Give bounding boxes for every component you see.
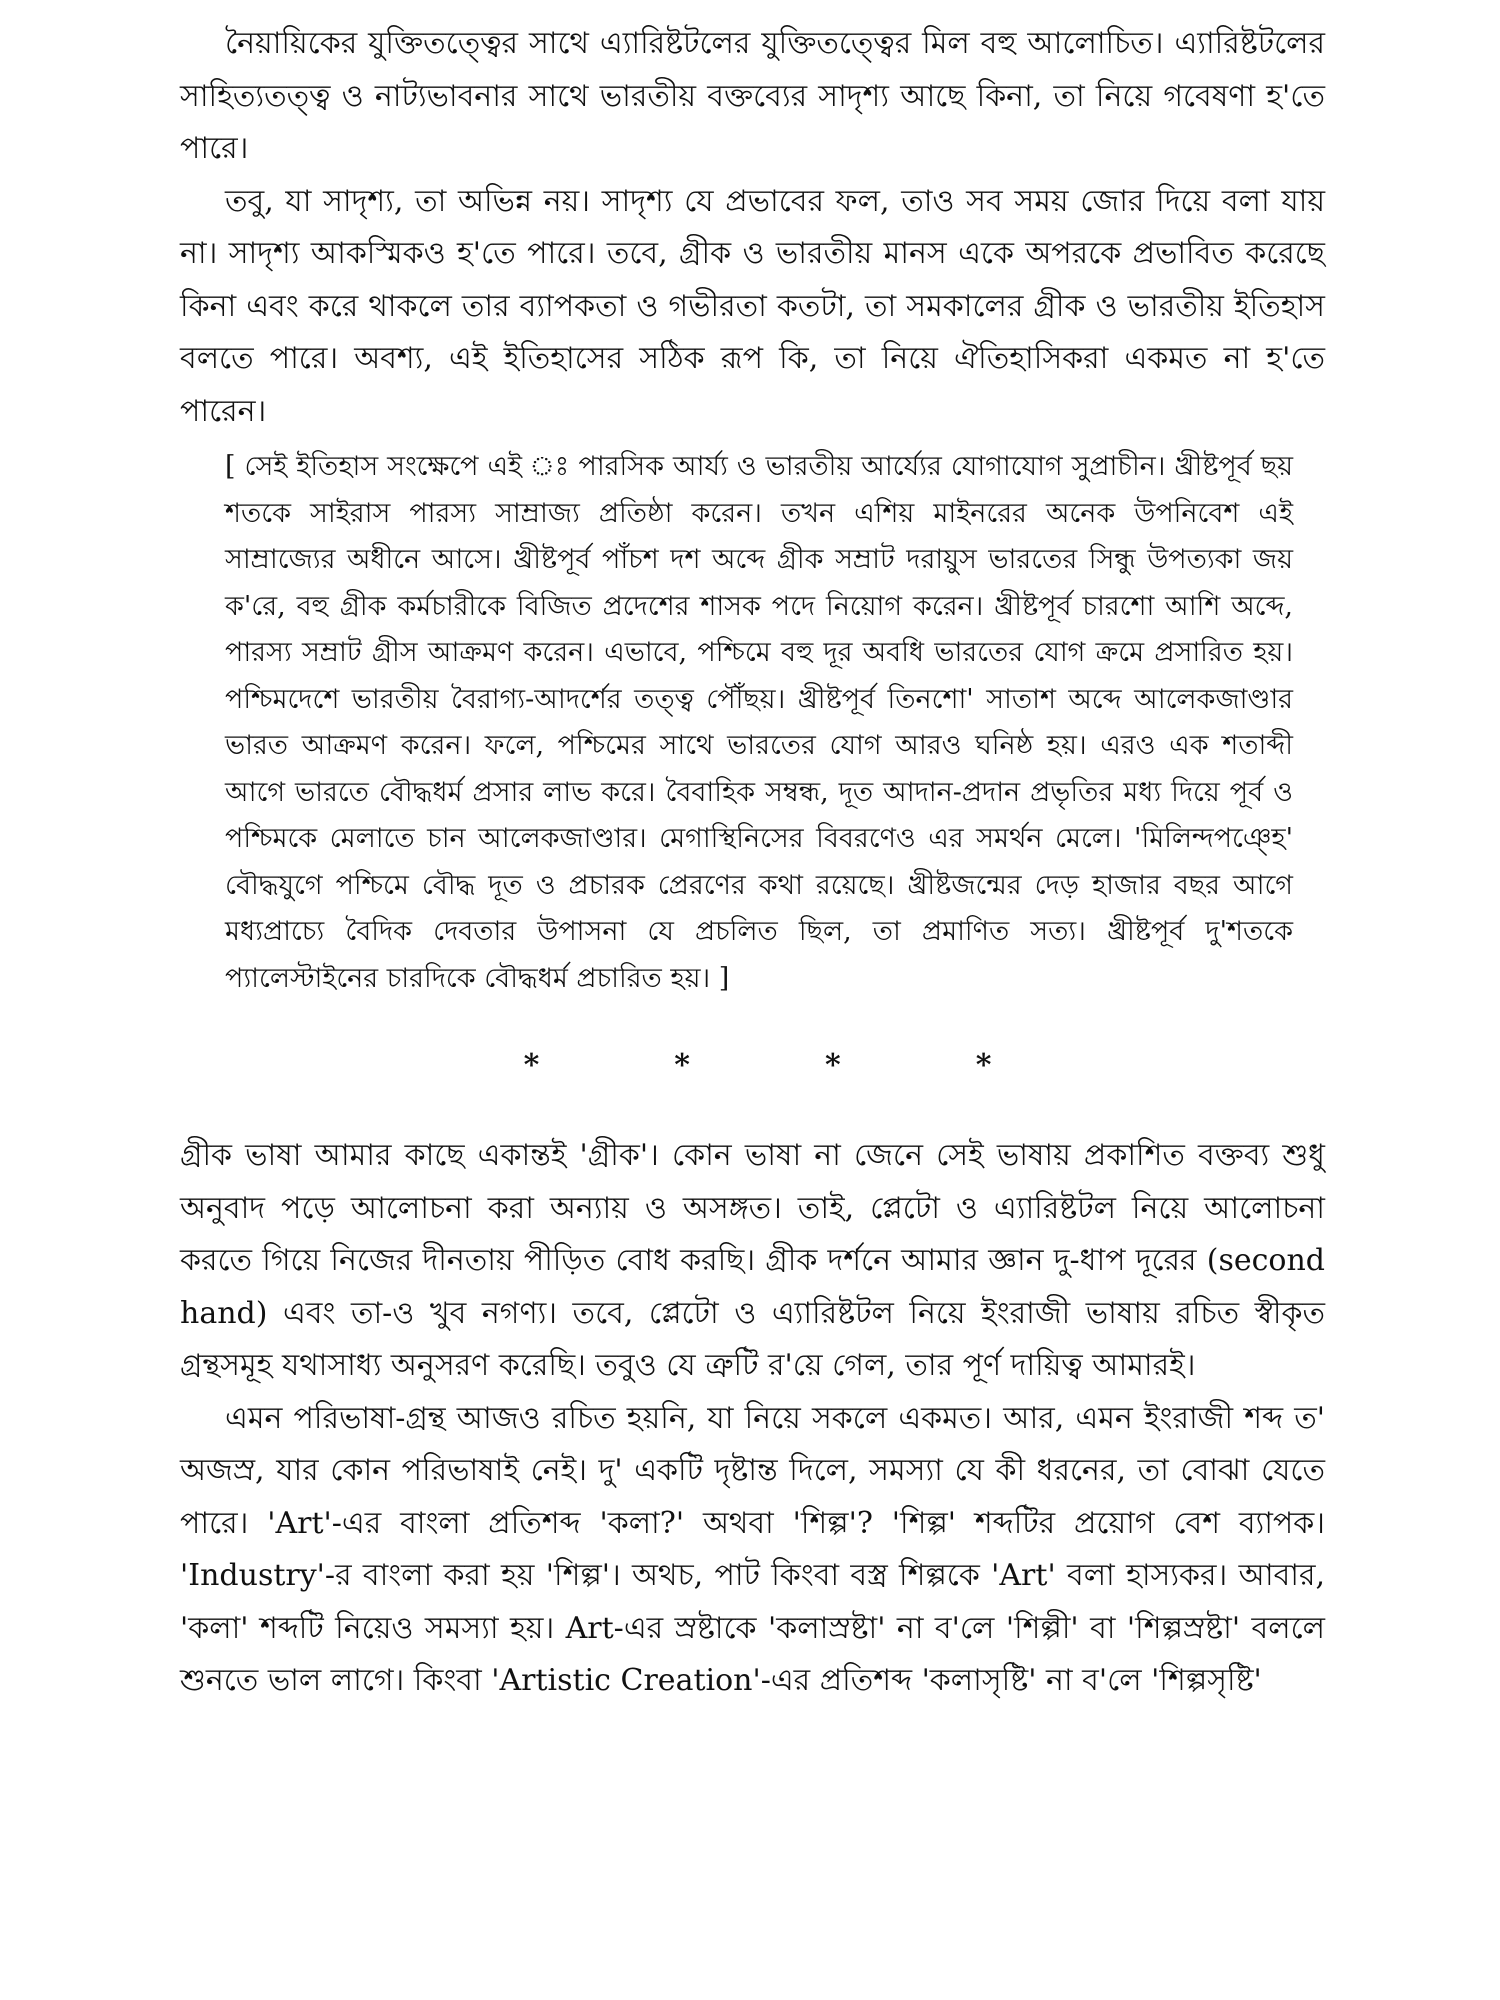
second-section: [180, 1130, 1325, 1708]
document-page: [180, 18, 1325, 1708]
separator-asterisk: *: [674, 1047, 690, 1083]
separator-asterisk: *: [523, 1047, 540, 1083]
paragraph-greek-language: গ্রীক ভাষা আমার কাছে একান্তই 'গ্রীক'। কোন ভাষা না জেনে সেই ভাষায় প্রকাশিত বক্তব্য শুধু অনুবাদ পড়ে আলোচনা করা অন্যায় ও অসঙ্গত। তাই, প্লেটো ও এ্যারিষ্টটল নিয়ে আলোচনা করতে গিয়ে নিজের দীনতায় পীড়িত বোধ করছি। গ্রীক দর্শনে আমার জ্ঞান দু-ধাপ দূরের (second hand) এবং তা-ও খুব নগণ্য। তবে, প্লেটো ও এ্যারিষ্টটল নিয়ে ইংরাজী ভাষায় রচিত স্বীকৃত গ্রন্থসমূহ যথাসাধ্য অনুসরণ করেছি। তবুও যে ত্রুটি র'য়ে গেল, তার পূর্ণ দায়িত্ব আমারই।: [180, 1138, 1325, 1383]
paragraph-nyaya-aristotle: নৈয়ায়িকের যুক্তিতত্ত্বের সাথে এ্যারিষ্টটলের যুক্তিতত্ত্বের মিল বহু আলোচিত। এ্যারিষ্টটলের সাহিত্যতত্ত্ব ও নাট্যভাবনার সাথে ভারতীয় বক্তব্যের সাদৃশ্য আছে কিনা, তা নিয়ে গবেষণা হ'তে পারে।: [180, 26, 1325, 166]
separator-asterisk: *: [825, 1047, 841, 1083]
paragraph-similarity: তবু, যা সাদৃশ্য, তা অভিন্ন নয়। সাদৃশ্য যে প্রভাবের ফল, তাও সব সময় জোর দিয়ে বলা যায় না। সাদৃশ্য আকস্মিকও হ'তে পারে। তবে, গ্রীক ও ভারতীয় মানস একে অপরকে প্রভাবিত করেছে কিনা এবং করে থাকলে তার ব্যাপকতা ও গভীরতা কতটা, তা সমকালের গ্রীক ও ভারতীয় ইতিহাস বলতে পারে। অবশ্য, এই ইতিহাসের সঠিক রূপ কি, তা নিয়ে ঐতিহাসিকরা একমত না হ'তে পারেন।: [180, 183, 1325, 429]
bracketed-history-note: [ সেই ইতিহাস সংক্ষেপে এই ঃ পারসিক আর্য্য ও ভারতীয় আর্য্যের যোগাযোগ সুপ্রাচীন। খ্রীষ্টপূর্ব ছয় শতকে সাইরাস পারস্য সাম্রাজ্য প্রতিষ্ঠা করেন। তখন এশিয় মাইনরের অনেক উপনিবেশ এই সাম্রাজ্যের অধীনে আসে। খ্রীষ্টপূর্ব পাঁচশ দশ অব্দে গ্রীক সম্রাট দরায়ুস ভারতের সিন্ধু উপত্যকা জয় ক'রে, বহু গ্রীক কর্মচারীকে বিজিত প্রদেশের শাসক পদে নিয়োগ করেন। খ্রীষ্টপূর্ব চারশো আশি অব্দে, পারস্য সম্রাট গ্রীস আক্রমণ করেন। এভাবে, পশ্চিমে বহু দূর অবধি ভারতের যোগ ক্রমে প্রসারিত হয়। পশ্চিমদেশে ভারতীয় বৈরাগ্য-আদর্শের তত্ত্ব পৌঁছয়। খ্রীষ্টপূর্ব তিনশো' সাতাশ অব্দে আলেকজাণ্ডার ভারত আক্রমণ করেন। ফলে, পশ্চিমের সাথে ভারতের যোগ আরও ঘনিষ্ঠ হয়। এরও এক শতাব্দী আগে ভারতে বৌদ্ধধর্ম প্রসার লাভ করে। বৈবাহিক সম্বন্ধ, দূত আদান-প্রদান প্রভৃতির মধ্য দিয়ে পূর্ব ও পশ্চিমকে মেলাতে চান আলেকজাণ্ডার। মেগাস্থিনিসের বিবরণেও এর সমর্থন মেলে। 'মিলিন্দপঞ্হে' বৌদ্ধযুগে পশ্চিমে বৌদ্ধ দূত ও প্রচারক প্রেরণের কথা রয়েছে। খ্রীষ্টজন্মের দেড় হাজার বছর আগে মধ্যপ্রাচ্যে বৈদিক দেবতার উপাসনা যে প্রচলিত ছিল, তা প্রমাণিত সত্য। খ্রীষ্টপূর্ব দু'শতকে প্যালেস্টাইনের চারদিকে বৌদ্ধধর্ম প্রচারিত হয়। ]: [225, 451, 1293, 994]
separator-asterisk: *: [975, 1047, 992, 1083]
section-separator: [180, 1020, 1325, 1110]
paragraph-terminology: এমন পরিভাষা-গ্রন্থ আজও রচিত হয়নি, যা নিয়ে সকলে একমত। আর, এমন ইংরাজী শব্দ ত' অজস্র, যার কোন পরিভাষাই নেই। দু' একটি দৃষ্টান্ত দিলে, সমস্যা যে কী ধরনের, তা বোঝা যেতে পারে। 'Art'-এর বাংলা প্রতিশব্দ 'কলা?' অথবা 'শিল্প'? 'শিল্প' শব্দটির প্রয়োগ বেশ ব্যাপক। 'Industry'-র বাংলা করা হয় 'শিল্প'। অথচ, পাট কিংবা বস্ত্র শিল্পকে 'Art' বলা হাস্যকর। আবার, 'কলা' শব্দটি নিয়েও সমস্যা হয়। Art-এর স্রষ্টাকে 'কলাস্রষ্টা' না ব'লে 'শিল্পী' বা 'শিল্পস্রষ্টা' বললে শুনতে ভাল লাগে। কিংবা 'Artistic Creation'-এর প্রতিশব্দ 'কলাসৃষ্টি' না ব'লে 'শিল্পসৃষ্টি': [180, 1400, 1325, 1698]
